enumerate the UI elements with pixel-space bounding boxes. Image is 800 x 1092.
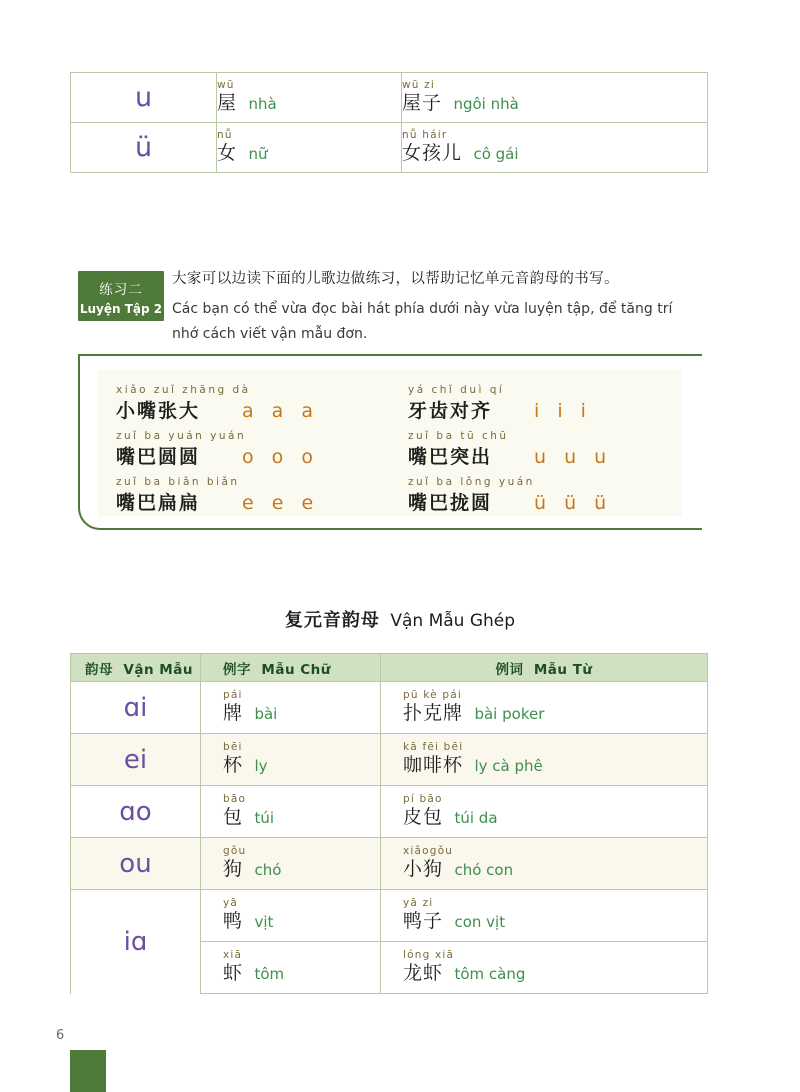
hanzi-text: 小狗 — [403, 858, 444, 880]
pinyin-text: xiǎogǒu — [403, 845, 454, 857]
song-line-item — [116, 384, 390, 423]
vowel-letter: ei — [71, 734, 201, 786]
hanzi-text: 女 — [217, 142, 238, 164]
example-char-cell — [201, 786, 381, 838]
exercise-badge-label-vn: Luyện Tập 2 — [79, 302, 163, 316]
header-vn: Mẫu Từ — [533, 661, 593, 678]
vowel-letter: ü — [71, 123, 217, 173]
hanzi-text: 屋子 — [402, 92, 443, 114]
example-word-cell — [402, 73, 708, 123]
example-word-cell — [381, 786, 708, 838]
example-char-cell — [217, 73, 402, 123]
hanzi-text: 龙虾 — [403, 962, 444, 984]
table-row — [71, 786, 708, 838]
song-content — [98, 370, 682, 516]
example-word-cell — [381, 890, 708, 942]
exercise-badge — [78, 271, 164, 321]
pinyin-text: yá chǐ duì qí — [408, 384, 505, 396]
song-line-item — [408, 476, 682, 515]
song-column-left — [98, 370, 390, 516]
section-heading — [0, 606, 800, 632]
vietnamese-gloss: tôm — [254, 965, 285, 983]
header-cn: 例词 — [495, 661, 524, 678]
vowel-letter: iɑ — [71, 890, 201, 994]
example-char-cell — [217, 123, 402, 173]
instruction-cn: 大家可以边读下面的儿歌边做练习，以帮助记忆单元音韵母的书写。 — [172, 271, 619, 287]
example-char-cell — [201, 838, 381, 890]
song-line-item — [116, 430, 390, 469]
vietnamese-gloss: chó — [254, 861, 282, 879]
example-word-cell — [402, 123, 708, 173]
header-vn: Vận Mẫu — [123, 661, 193, 678]
hanzi-text: 虾 — [223, 962, 244, 984]
pinyin-text: zuǐ ba biǎn biǎn — [116, 476, 240, 488]
vietnamese-gloss: nhà — [248, 95, 277, 113]
table-header-row — [71, 654, 708, 682]
vowel-letter: u — [71, 73, 217, 123]
vowel-repeat-text: u u u — [534, 446, 613, 468]
exercise-badge-label-cn: 练习二 — [99, 282, 143, 298]
footer-decoration-tab — [70, 1050, 106, 1092]
vietnamese-gloss: túi — [254, 809, 275, 827]
example-char-cell — [201, 890, 381, 942]
hanzi-text: 屋 — [217, 92, 238, 114]
vowel-repeat-text: e e e — [242, 492, 320, 514]
pinyin-text: xiā — [223, 949, 243, 961]
vietnamese-gloss: ngôi nhà — [453, 95, 519, 113]
column-header-vowel — [71, 654, 201, 682]
vowel-letter: ɑo — [71, 786, 201, 838]
pinyin-text: kā fēi bēi — [403, 741, 464, 753]
vietnamese-gloss: cô gái — [473, 145, 519, 163]
pinyin-text: wū zi — [402, 79, 436, 91]
vietnamese-gloss: chó con — [454, 861, 514, 879]
pinyin-text: gǒu — [223, 845, 247, 857]
table-row — [71, 682, 708, 734]
vietnamese-gloss: vịt — [254, 913, 274, 931]
pinyin-text: zuǐ ba lǒng yuán — [408, 476, 535, 488]
vietnamese-gloss: bài poker — [474, 705, 545, 723]
vowel-repeat-text: o o o — [242, 446, 319, 468]
exercise-instruction — [172, 268, 702, 347]
vietnamese-gloss: bài — [254, 705, 278, 723]
pinyin-text: bāo — [223, 793, 247, 805]
pinyin-text: pái — [223, 689, 243, 701]
vietnamese-gloss: túi da — [454, 809, 498, 827]
hanzi-text: 鸭子 — [403, 910, 444, 932]
single-vowel-table — [70, 72, 708, 173]
hanzi-text: 包 — [223, 806, 244, 828]
pinyin-text: lóng xiā — [403, 949, 455, 961]
pinyin-text: pū kè pái — [403, 689, 462, 701]
header-vn: Mẫu Chữ — [261, 661, 331, 678]
section-heading-vn: Vận Mẫu Ghép — [390, 611, 516, 631]
column-header-example-word — [381, 654, 708, 682]
pinyin-text: zuǐ ba tū chū — [408, 430, 509, 442]
pinyin-text: nǚ — [217, 129, 233, 141]
instruction-vn: Các bạn có thể vừa đọc bài hát phía dưới này vừa luyện tập, để tăng trí nhớ cách viết vận mẫu đơn. — [172, 301, 673, 342]
pinyin-text: zuǐ ba yuán yuán — [116, 430, 247, 442]
example-word-cell — [381, 734, 708, 786]
pinyin-text: yā zi — [403, 897, 434, 909]
vietnamese-gloss: ly cà phê — [474, 757, 543, 775]
song-line-item — [408, 430, 682, 469]
header-cn: 韵母 — [85, 661, 113, 678]
song-column-right — [390, 370, 682, 516]
hanzi-text: 扑克牌 — [403, 702, 464, 724]
vowel-letter: ɑi — [71, 682, 201, 734]
example-word-cell — [381, 942, 708, 994]
section-heading-cn: 复元音韵母 — [284, 610, 380, 631]
example-char-cell — [201, 942, 381, 994]
hanzi-text: 小嘴张大 — [116, 400, 201, 422]
example-char-cell — [201, 682, 381, 734]
hanzi-text: 嘴巴突出 — [408, 446, 493, 468]
pinyin-text: yā — [223, 897, 239, 909]
table-row — [71, 838, 708, 890]
column-header-example-char — [201, 654, 381, 682]
pinyin-text: bēi — [223, 741, 243, 753]
hanzi-text: 鸭 — [223, 910, 244, 932]
table-row — [71, 734, 708, 786]
vowel-repeat-text: i i i — [534, 400, 592, 422]
compound-vowel-table — [70, 653, 708, 994]
hanzi-text: 牙齿对齐 — [408, 400, 493, 422]
pinyin-text: pí bāo — [403, 793, 443, 805]
vowel-letter: ou — [71, 838, 201, 890]
table-row — [71, 73, 708, 123]
vietnamese-gloss: con vịt — [454, 913, 506, 931]
hanzi-text: 嘴巴圆圆 — [116, 446, 201, 468]
table-row — [71, 123, 708, 173]
hanzi-text: 女孩儿 — [402, 142, 463, 164]
table-row — [71, 890, 708, 942]
example-word-cell — [381, 838, 708, 890]
vowel-repeat-text: ü ü ü — [534, 492, 613, 514]
vietnamese-gloss: tôm càng — [454, 965, 526, 983]
hanzi-text: 杯 — [223, 754, 244, 776]
header-cn: 例字 — [223, 661, 251, 678]
hanzi-text: 皮包 — [403, 806, 444, 828]
example-word-cell — [381, 682, 708, 734]
hanzi-text: 牌 — [223, 702, 244, 724]
example-char-cell — [201, 734, 381, 786]
song-line-item — [408, 384, 682, 423]
pinyin-text: xiǎo zuǐ zhāng dà — [116, 384, 251, 396]
vowel-repeat-text: a a a — [242, 400, 320, 422]
hanzi-text: 嘴巴拢圆 — [408, 492, 493, 514]
pinyin-text: wū — [217, 79, 235, 91]
page-number: 6 — [56, 1028, 65, 1043]
hanzi-text: 咖啡杯 — [403, 754, 464, 776]
hanzi-text: 嘴巴扁扁 — [116, 492, 201, 514]
song-line-item — [116, 476, 390, 515]
vietnamese-gloss: nữ — [248, 145, 268, 163]
hanzi-text: 狗 — [223, 858, 244, 880]
pinyin-text: nǚ háir — [402, 129, 448, 141]
vietnamese-gloss: ly — [254, 757, 268, 775]
